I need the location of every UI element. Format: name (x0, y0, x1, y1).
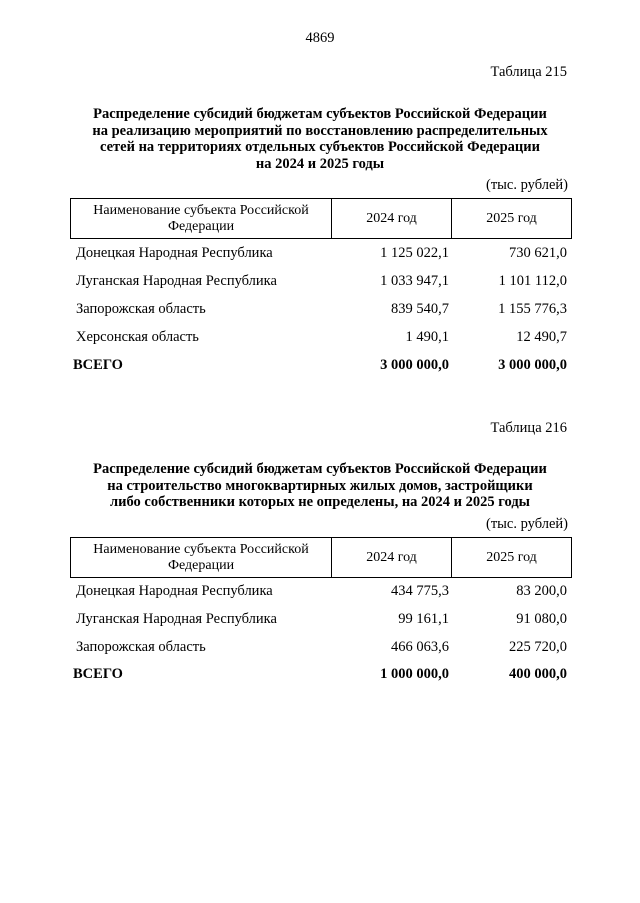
total-label: ВСЕГО (73, 666, 123, 682)
region-name: Донецкая Народная Республика (76, 245, 273, 261)
page-number: 4869 (305, 30, 335, 46)
caption-line: Распределение субсидий бюджетам субъектов Российской Федерации (93, 106, 547, 122)
header-2025: 2025 год (452, 199, 572, 239)
table-216-header (70, 537, 572, 578)
region-name: Луганская Народная Республика (76, 273, 277, 289)
total-row (73, 666, 570, 684)
table-216-label: Таблица 216 (490, 420, 567, 436)
region-name: Луганская Народная Республика (76, 611, 277, 627)
caption-line: либо собственники которых не определены, на 2024 и 2025 годы (109, 494, 530, 510)
table-216-unit: (тыс. рублей) (486, 516, 568, 532)
value-2025: 91 080,0 (516, 611, 567, 627)
value-2025: 1 155 776,3 (498, 301, 567, 317)
header-name-line2: Федерации (167, 557, 235, 573)
header-2024: 2024 год (332, 199, 452, 239)
header-name-line1: Наименование субъекта Российской (93, 541, 309, 557)
value-2025: 83 200,0 (516, 583, 567, 599)
table-215-unit: (тыс. рублей) (486, 177, 568, 193)
value-2024: 1 125 022,1 (380, 245, 449, 261)
total-2024: 1 000 000,0 (380, 666, 449, 682)
table-215-caption (70, 106, 570, 172)
caption-line: сетей на территориях отдельных субъектов Российской Федерации (99, 139, 540, 155)
value-2024: 99 161,1 (398, 611, 449, 627)
table-row (76, 611, 570, 629)
caption-line: на строительство многоквартирных жилых домов, застройщики (107, 477, 533, 494)
table-215-header (70, 198, 572, 239)
header-name-cell (71, 199, 332, 239)
table-row (76, 273, 570, 291)
table-row (76, 245, 570, 263)
table-216-caption (70, 461, 570, 511)
value-2024: 1 033 947,1 (380, 273, 449, 289)
region-name: Запорожская область (76, 639, 206, 655)
value-2024: 434 775,3 (391, 583, 449, 599)
region-name: Донецкая Народная Республика (76, 583, 273, 599)
value-2025: 12 490,7 (516, 329, 567, 345)
region-name: Запорожская область (76, 301, 206, 317)
value-2024: 466 063,6 (391, 639, 449, 655)
caption-line: Распределение субсидий бюджетам субъектов Российской Федерации (93, 461, 547, 477)
caption-line: на 2024 и 2025 годы (255, 155, 385, 172)
caption-line: на реализацию мероприятий по восстановлению распределительных (92, 122, 548, 139)
value-2024: 1 490,1 (405, 329, 449, 345)
value-2024: 839 540,7 (391, 301, 449, 317)
value-2025: 730 621,0 (509, 245, 567, 261)
value-2025: 1 101 112,0 (498, 273, 567, 289)
header-2025: 2025 год (452, 538, 572, 578)
header-name-line2: Федерации (167, 218, 235, 234)
region-name: Херсонская область (76, 329, 199, 345)
header-name-line1: Наименование субъекта Российской (93, 202, 309, 218)
header-2024: 2024 год (332, 538, 452, 578)
value-2025: 225 720,0 (509, 639, 567, 655)
total-row (73, 357, 570, 375)
table-215-label: Таблица 215 (490, 64, 567, 80)
header-name-cell (71, 538, 332, 578)
table-row (76, 639, 570, 657)
table-row (76, 583, 570, 601)
table-row (76, 301, 570, 319)
total-2025: 3 000 000,0 (498, 357, 567, 373)
total-label: ВСЕГО (73, 357, 123, 373)
total-2025: 400 000,0 (509, 666, 567, 682)
table-row (76, 329, 570, 347)
total-2024: 3 000 000,0 (380, 357, 449, 373)
